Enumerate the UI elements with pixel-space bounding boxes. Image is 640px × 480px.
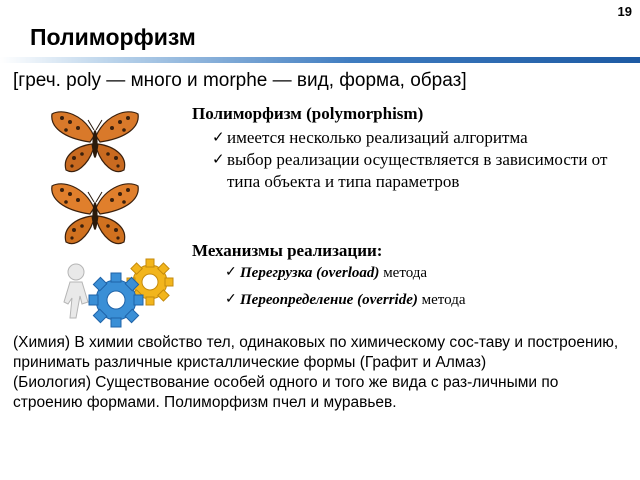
list-item [212, 149, 622, 193]
mechanism-term: Перегрузка (overload) [240, 265, 380, 281]
etymology-line: [греч. poly — много и morphe — вид, форма, образ] [13, 70, 467, 91]
list-item [212, 127, 622, 149]
slide-number: 19 [617, 4, 632, 19]
list-item [225, 290, 625, 310]
mechanism-term: Переопределение (override) [240, 292, 418, 308]
slide-title: Полиморфизм [30, 24, 196, 50]
biology-note: (Биология) Существование особей одного и того же вида с раз-личными по строению формами. Полиморфизм пчел и муравьев. [13, 374, 559, 411]
mechanisms-list [225, 263, 625, 317]
chemistry-note: (Химия) В химии свойство тел, одинаковых по химическому сос-таву и построению, принимать различные кристаллические формы (Графит и Алмаз) [13, 334, 619, 371]
mechanisms-heading: Механизмы реализации: [192, 241, 383, 260]
check-bullet-icon: ✓ [212, 130, 225, 146]
mechanism-suffix: метода [417, 292, 466, 308]
bullet-text: имеется несколько реализаций алгоритма [227, 128, 528, 147]
check-bullet-icon: ✓ [225, 265, 237, 280]
check-bullet-icon: ✓ [225, 292, 237, 307]
butterfly-icon [48, 108, 142, 178]
bullet-text: выбор реализации осуществляется в зависимости от типа объекта и типа параметров [227, 150, 608, 191]
definition-list [212, 127, 622, 193]
footnotes [13, 333, 627, 413]
mechanism-suffix: метода [379, 265, 428, 281]
butterfly-icon [48, 178, 142, 248]
list-item [225, 263, 625, 283]
polymorphism-heading: Полиморфизм (polymorphism) [192, 104, 424, 123]
check-bullet-icon: ✓ [212, 152, 225, 168]
gears-icon [62, 258, 180, 332]
title-underline [0, 57, 640, 63]
